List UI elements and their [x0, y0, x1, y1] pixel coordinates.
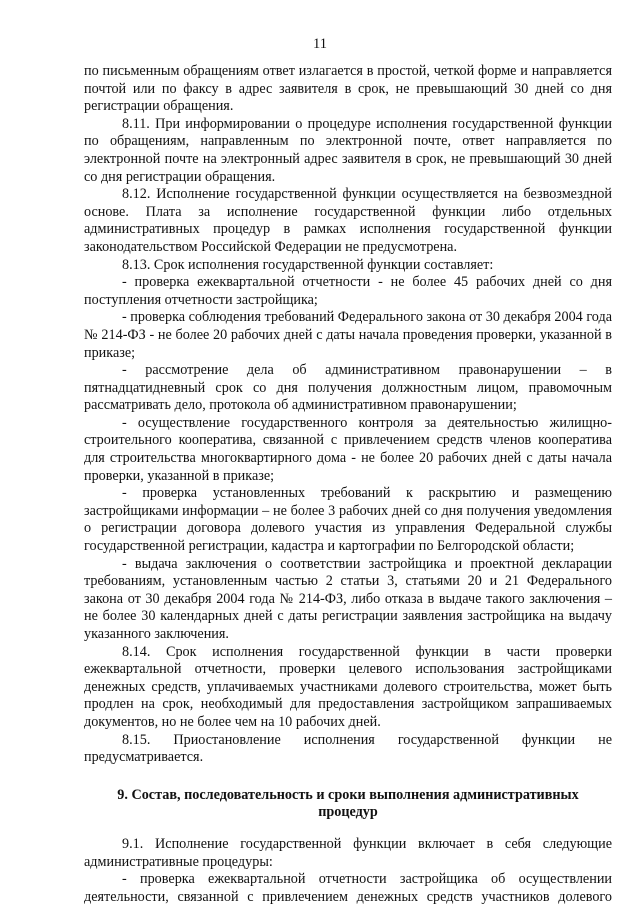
- list-item-disclosure-check: - проверка установленных требований к раскрытию и размещению застройщиками информации – не более 3 рабочих дней со дня получения уведомления о регистрации договора долевого участия из управления Федеральной службы государственной регистрации, кадастра и картографии по Белгородской области;: [84, 485, 612, 555]
- section-heading-9: 9. Состав, последовательность и сроки выполнения административных процедур: [117, 786, 579, 821]
- list-item-quarterly-report: - проверка ежеквартальной отчетности - не более 45 рабочих дней со дня поступления отчетности застройщика;: [84, 274, 612, 308]
- paragraph-8-11: 8.11. При информировании о процедуре исполнения государственной функции по обращениям, направленным по электронной почте, ответ направляется по электронной почте на электронный адрес заявителя в срок, не превышающий 30 дней со дня регистрации обращения.: [84, 115, 612, 185]
- paragraph-9-1: 9.1. Исполнение государственной функции включает в себя следующие административные процедуры:: [84, 835, 612, 870]
- list-item-cooperative-control: - осуществление государственного контроля за деятельностью жилищно-строительного кооператива, связанной с привлечением средств членов кооператива для строительства многоквартирного дома - не более 20 рабочих дней с даты начала проверки, указанной в приказе;: [84, 414, 612, 484]
- paragraph-8-14: 8.14. Срок исполнения государственной функции в части проверки ежеквартальной отчетности, проверки целевого использования застройщиками денежных средств, уплачиваемых участниками долевого строительства, может быть продлен на срок, необходимый для предоставления застройщиком запрашиваемых документов, но не более чем на 10 рабочих дней.: [84, 643, 612, 730]
- list-item-offense-review: - рассмотрение дела об административном правонарушении – в пятнадцатидневный срок со дня получения должностным лицом, правомочным рассматривать дело, протокола об административном правонарушении;: [84, 362, 612, 414]
- paragraph-8-13: 8.13. Срок исполнения государственной функции составляет:: [122, 256, 494, 273]
- paragraph-8-12: 8.12. Исполнение государственной функции осуществляется на безвозмездной основе. Плата за исполнение государственной функции либо отдельных административных процедур в рамках исполнения государственной функции законодательством Российской Федерации не предусмотрена.: [84, 186, 612, 255]
- list-item-law-compliance: - проверка соблюдения требований Федерального закона от 30 декабря 2004 года № 214-ФЗ - не более 20 рабочих дней с даты начала проведения проверки, указанной в приказе;: [84, 309, 612, 361]
- list-item-conclusion-issue: - выдача заключения о соответствии застройщика и проектной декларации требованиям, установленным частью 2 статьи 3, статьями 20 и 21 Федерального закона от 30 декабря 2004 года № 214-ФЗ, либо отказа в выдаче такого заключения – не более 30 календарных дней с даты регистрации заявления застройщика на выдачу указанного заключения.: [84, 555, 612, 642]
- paragraph-8-15: 8.15. Приостановление исполнения государственной функции не предусматривается.: [84, 731, 612, 766]
- document-body: [84, 63, 612, 906]
- paragraph-continuation: по письменным обращениям ответ излагается в простой, четкой форме и направляется почтой или по факсу в адрес заявителя в срок, не превышающий 30 дней со дня регистрации обращения.: [84, 63, 612, 115]
- list-item-quarterly-check: - проверка ежеквартальной отчетности застройщика об осуществлении деятельности, связанной с привлечением денежных средств участников долевого: [84, 871, 612, 905]
- page-number: 11: [313, 36, 327, 52]
